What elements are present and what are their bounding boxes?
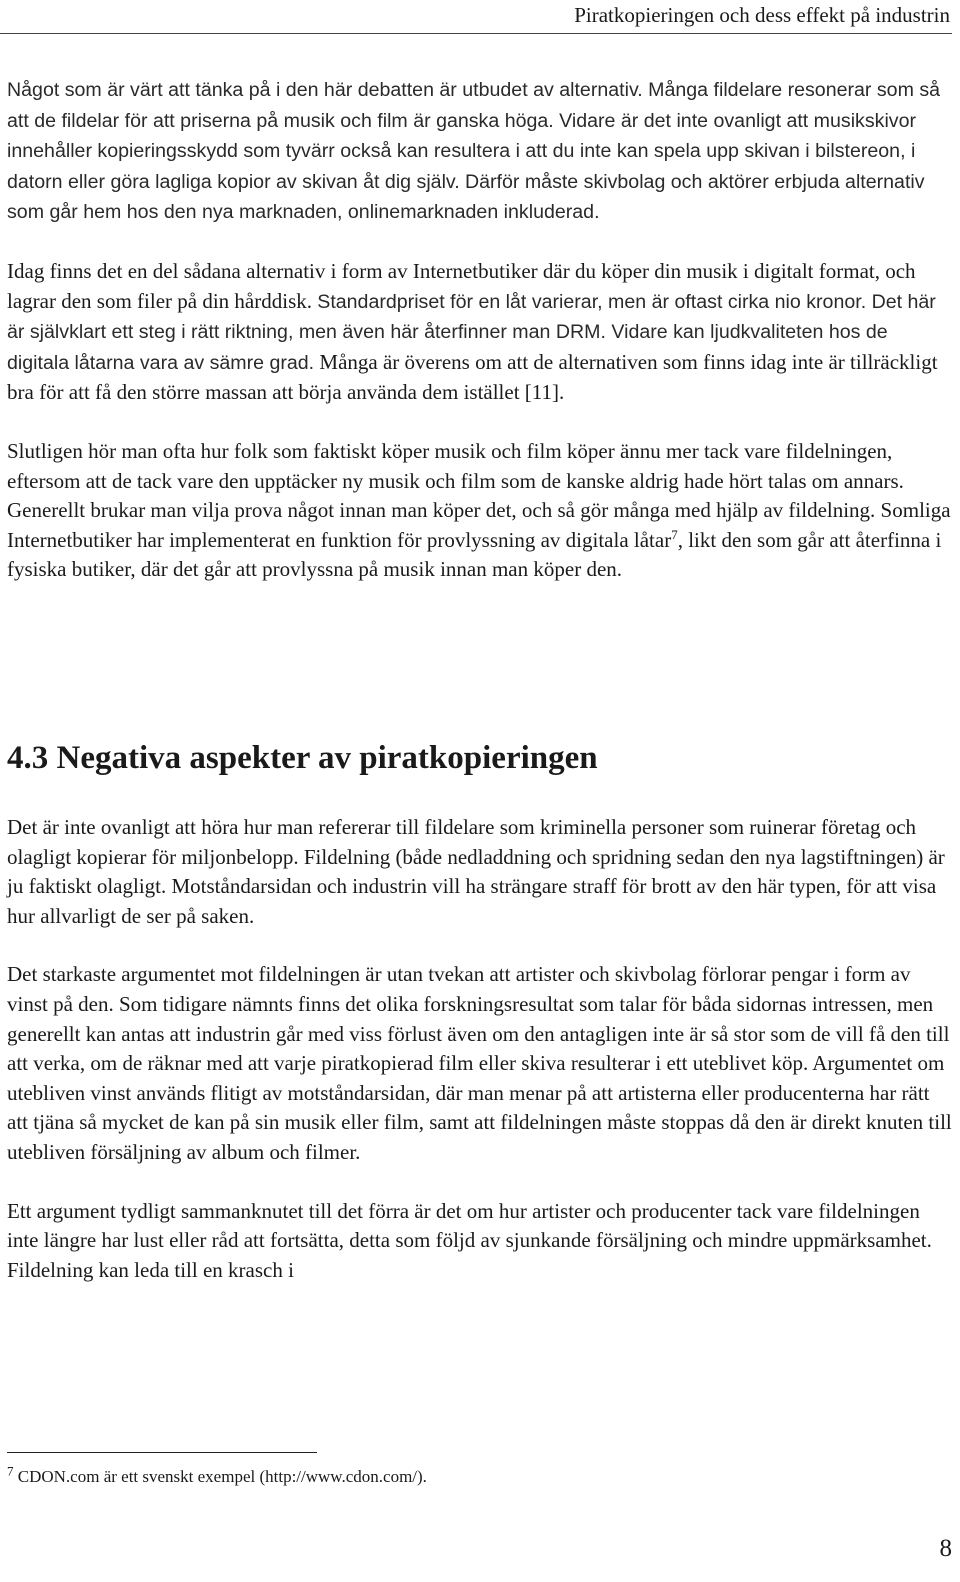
section-heading: 4.3 Negativa aspekter av piratkopieringen — [7, 740, 598, 776]
footnote-rule — [7, 1452, 317, 1453]
footnote — [7, 1463, 427, 1488]
running-header: Piratkopieringen och dess effekt på industrin — [574, 3, 950, 27]
paragraph-discovery — [7, 437, 952, 585]
section-heading-wrap — [7, 738, 598, 778]
paragraph-alternatives-part1: Något som är värt att tänka på i den här debatten är utbudet av alternativ. Många fildelare resonerar som så att de fildelar för att priserna på musik och film är ganska höga. Vidare är det inte ovanligt att musikskivor innehåller kopieringsskydd som tyvärr också kan resultera i att du inte kan spela upp skivan i bilstereon, i datorn eller göra lagliga kopior av skivan åt dig själv. — [7, 79, 941, 193]
page-number: 8 — [939, 1535, 952, 1562]
paragraph-criminals: Det är inte ovanligt att höra hur man refererar till fildelare som kriminella personer som ruinerar företag och olagligt kopierar för miljonbelopp. Fildelning (både nedladdning och spridning sedan den nya lagstiftningen) är ju faktiskt olagligt. Motståndarsidan och industrin vill ha strängare straff för brott av den här typen, för att visa hur allvarligt de ser på saken. — [7, 815, 945, 928]
paragraph-internet-stores-b: Standardpriset för en låt varierar, men är oftast cirka nio kronor. Det här är självklart ett steg i rätt riktning, men även här återfinner man DRM. Vidare kan ljudkvaliteten hos de digitala låtarna vara av sämre grad. — [7, 290, 936, 374]
paragraph-lost-profit: Det starkaste argumentet mot fildelningen är utan tvekan att artister och skivbolag förlorar pengar i form av vinst på den. Som tidigare nämnts finns det olika forskningsresultat som talar för båda sidornas intressen, men generellt kan antas att industrin går med viss förlust även om den antagligen inte är så stor som de vill få den till att verka, om de räknar med att varje piratkopierad film eller skiva resulterar i ett uteblivet köp. Argumentet om utebliven vinst används flitigt av motståndarsidan, där man menar på att artisterna eller producenterna har rätt att tjäna så mycket de kan på sin musik eller film, samt att fildelningen måste stoppas då den är direkt knuten till utebliven försäljning av album och filmer. — [7, 962, 952, 1164]
paragraph-internet-stores-a: Idag finns det en del sådana alternativ i form av Internetbutiker där du köper din musik i digitalt format, och lagrar den som filer på din hårddisk. — [7, 258, 916, 313]
intro-text — [7, 75, 952, 585]
header-rule — [0, 33, 952, 34]
footnote-ref: 7 — [671, 526, 678, 542]
paragraph-internet-stores — [7, 257, 952, 408]
paragraph-discovery-b: , likt den som går att återfinna i fysiska butiker, där det går att provlyssna på musik innan man köper den. — [7, 527, 942, 582]
paragraph-internet-stores-c: Många är överens om att de alternativen som finns idag inte är tillräckligt bra för att få den större massan att börja använda dem istället [11]. — [7, 349, 938, 405]
paragraph-alternatives-part2: Därför måste skivbolag och aktörer erbjuda alternativ som går hem hos den nya marknaden, onlinemarknaden inkluderad. — [7, 170, 925, 224]
section-text — [7, 813, 952, 1285]
footnote-number: 7 — [7, 1463, 14, 1479]
paragraph-alternatives — [7, 75, 952, 228]
footnote-text: CDON.com är ett svenskt exempel (http://www.cdon.com/). — [17, 1467, 427, 1486]
paragraph-discovery-a: Slutligen hör man ofta hur folk som faktiskt köper musik och film köper ännu mer tack vare fildelningen, eftersom att de tack vare den upptäcker ny musik och film som de kanske aldrig hade hört talas om annars. Generellt brukar man vilja prova något innan man köper det, och så gör många med hjälp av fildelning. Somliga Internetbutiker har implementerat en funktion för provlyssning av digitala låtar — [7, 438, 951, 552]
paragraph-artists: Ett argument tydligt sammanknutet till det förra är det om hur artister och producenter tack vare fildelningen inte längre har lust eller råd att fortsätta, detta som följd av sjunkande försäljning och mindre uppmärksamhet. Fildelning kan leda till en krasch i — [7, 1198, 932, 1282]
